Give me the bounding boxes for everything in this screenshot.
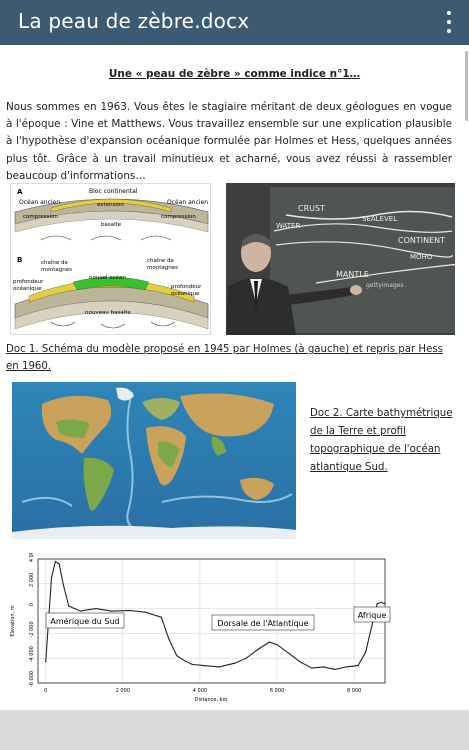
data-point (219, 666, 220, 667)
annotation-africa: Afrique (357, 611, 387, 620)
data-point (203, 665, 204, 666)
data-point (246, 658, 247, 659)
y-tick-label: 4 000 (29, 553, 35, 563)
photo-water: WATER (276, 222, 301, 230)
x-tick-label: 8 000 (346, 688, 362, 694)
schema-compression-left: compression (23, 214, 58, 220)
schema-profondeur-right-1: profondeur (171, 284, 202, 290)
photo-moho: MOHO (410, 253, 433, 261)
data-point (51, 577, 52, 578)
data-point (184, 660, 185, 661)
document-page[interactable] (0, 45, 469, 710)
data-point (365, 651, 366, 652)
schema-nouvel-ocean: nouvel océan (89, 275, 126, 281)
y-axis-ticks (29, 553, 35, 687)
data-point (95, 608, 96, 609)
data-point (357, 665, 358, 666)
data-point (145, 612, 146, 613)
data-point (192, 664, 193, 665)
data-point (381, 602, 382, 603)
data-point (161, 617, 162, 618)
data-point (276, 644, 277, 645)
photo-mantle: MANTLE (336, 270, 369, 279)
x-tick-label: 6 000 (269, 688, 285, 694)
y-tick-label: -6 000 (29, 670, 35, 688)
photo-sealevel: SEALEVEL (362, 215, 398, 223)
annotation-sa: Amérique du Sud (50, 617, 120, 626)
schema-label-b: B (17, 256, 23, 264)
holmes-schema-figure (10, 183, 211, 335)
photo-watermark: gettyimages (366, 282, 404, 289)
data-point (269, 641, 270, 642)
data-point (80, 610, 81, 611)
data-point (300, 661, 301, 662)
data-point (111, 610, 112, 611)
data-point (311, 668, 312, 669)
x-axis-label: Distance, km (194, 697, 228, 703)
schema-ocean-right: Océan ancien (167, 199, 209, 206)
schema-profondeur-left-1: profondeur (13, 279, 44, 285)
topographic-profile-chart (8, 553, 393, 705)
data-point (346, 666, 347, 667)
data-point (168, 639, 169, 640)
data-point (59, 563, 60, 564)
data-point (257, 649, 258, 650)
doc1-caption: Doc 1. Schéma du modèle proposé en 1945 par Holmes (à gauche) et repris par Hess en 1960. (6, 344, 443, 372)
overflow-menu-icon[interactable] (439, 9, 459, 35)
y-tick-label: 0 (29, 603, 35, 607)
document-title: La peau de zèbre.docx (18, 9, 250, 33)
intro-paragraph: Nous sommes en 1963. Vous êtes le stagiaire méritant de deux géologues en vogue à l'époque : Vine et Matthews. Vous travaillez ensemble sur une explication plausible à l'hypothèse d'expansion océanique formulée par Holmes et Hess, quelques années plus tôt. Grâce à un travail minutieux et acharné, vous avez réussi à rassembler beaucoup d'informations… (6, 101, 452, 182)
data-point (384, 603, 385, 604)
annotation-ridge: Dorsale de l'Atlantique (217, 619, 309, 628)
data-point (45, 661, 46, 662)
schema-ocean-left: Océan ancien (19, 199, 61, 206)
x-tick-label: 4 000 (192, 688, 208, 694)
x-axis-ticks (44, 688, 361, 694)
y-tick-label: -2 000 (29, 621, 35, 638)
y-tick-label: -4 000 (29, 646, 35, 663)
schema-extension: extension (97, 202, 124, 208)
app-bar (0, 0, 469, 45)
x-tick-label: 2 000 (115, 688, 130, 694)
data-point (334, 669, 335, 670)
y-axis-label: Elevation, m (10, 605, 16, 637)
schema-basalte: basalte (101, 222, 122, 228)
doc-heading: Une « peau de zèbre » comme indice n°1… (108, 68, 361, 80)
data-point (323, 666, 324, 667)
schema-compression-right: compression (161, 214, 196, 220)
scrollbar-thumb[interactable] (465, 51, 468, 121)
data-point (68, 606, 69, 607)
schema-bloc-label: Bloc continental (89, 188, 138, 195)
schema-profondeur-left-2: océanique (13, 286, 42, 292)
x-tick-label: 0 (44, 688, 48, 694)
schema-chaine-right-2: montagnes (147, 265, 178, 271)
hess-photo (226, 183, 455, 335)
schema-nouveau-basalte: nouveau basalte (85, 310, 131, 316)
data-point (176, 655, 177, 656)
doc2-caption: Doc 2. Carte bathymétrique de la Terre et profil topographique de l'océan atlantique Sud. (310, 408, 453, 473)
photo-crust: CRUST (298, 204, 325, 213)
photo-continent: CONTINENT (398, 236, 446, 245)
bathymetric-map (12, 382, 296, 539)
y-tick-label: 2 000 (29, 572, 35, 587)
data-point (377, 603, 378, 604)
schema-chaine-right-1: chaîne de (147, 258, 174, 264)
schema-profondeur-right-2: océanique (171, 291, 200, 297)
data-point (288, 653, 289, 654)
schema-label-a: A (17, 188, 23, 196)
data-point (234, 663, 235, 664)
data-point (62, 583, 63, 584)
schema-chaine-left-1: chaîne de (41, 260, 68, 266)
data-point (130, 610, 131, 611)
schema-chaine-left-2: montagnes (41, 267, 72, 273)
data-point (371, 627, 372, 628)
bottom-bar (0, 710, 469, 750)
data-point (55, 561, 56, 562)
